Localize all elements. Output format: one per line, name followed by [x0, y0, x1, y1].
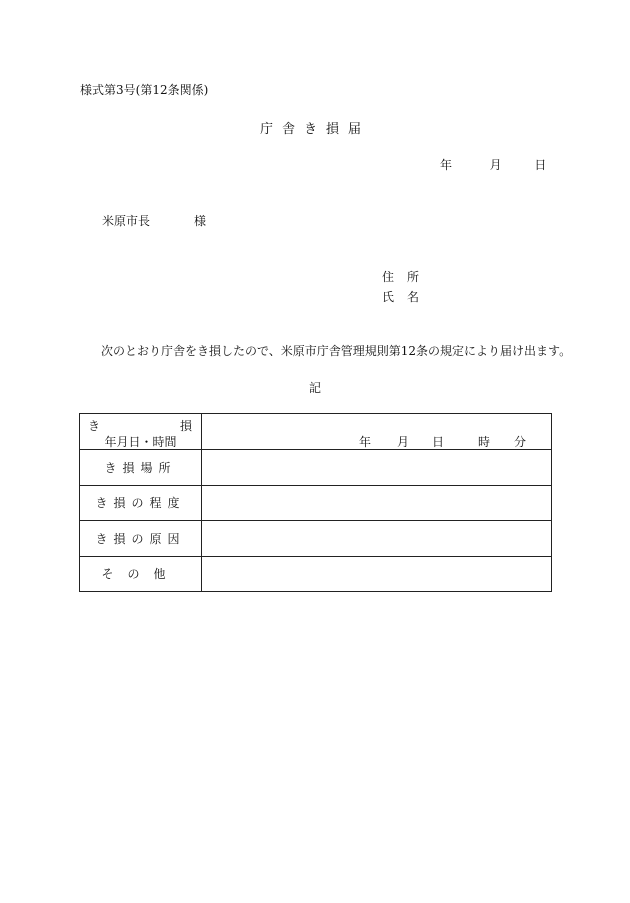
- datetime-label-cell: [80, 414, 202, 450]
- label-ki: き: [88, 419, 101, 433]
- ki-heading: 記: [308, 381, 321, 395]
- damage-report-table: [79, 413, 552, 592]
- table-row: [80, 414, 552, 450]
- table-row: [80, 450, 552, 486]
- date-month-label: 月: [489, 158, 502, 172]
- date-year-label: 年: [440, 158, 453, 172]
- row-label: き損場所: [80, 450, 202, 486]
- damage-extent-cell[interactable]: [202, 485, 552, 521]
- sender-block: [382, 267, 432, 307]
- addressee: [102, 212, 206, 229]
- row-label: き損の原因: [80, 521, 202, 557]
- datetime-value-cell[interactable]: [202, 414, 552, 450]
- dt-month: 月: [397, 435, 410, 449]
- dt-hour: 時: [478, 435, 491, 449]
- label-datetime: 年月日・時間: [104, 435, 177, 449]
- date-day-label: 日: [534, 158, 547, 172]
- name-label: 氏 名: [382, 290, 420, 304]
- table-row: [80, 521, 552, 557]
- form-number: 様式第3号(第12条関係): [80, 83, 209, 97]
- body-text: 次のとおり庁舎をき損したので、米原市庁舎管理規則第12条の規定により届け出ます。: [101, 344, 572, 358]
- page-title: 庁舎き損届: [259, 122, 370, 137]
- submission-date: [440, 156, 546, 173]
- addressee-honorific: 様: [194, 214, 207, 228]
- table-row: [80, 556, 552, 592]
- damage-location-cell[interactable]: [202, 450, 552, 486]
- table-row: [80, 485, 552, 521]
- addressee-name: 米原市長: [102, 214, 151, 228]
- row-label: その他: [80, 556, 202, 592]
- dt-minute: 分: [514, 435, 527, 449]
- label-son: 損: [179, 419, 192, 433]
- dt-day: 日: [432, 435, 445, 449]
- row-label: き損の程度: [80, 485, 202, 521]
- dt-year: 年: [359, 435, 372, 449]
- address-label: 住 所: [382, 270, 420, 284]
- damage-cause-cell[interactable]: [202, 521, 552, 557]
- other-cell[interactable]: [202, 556, 552, 592]
